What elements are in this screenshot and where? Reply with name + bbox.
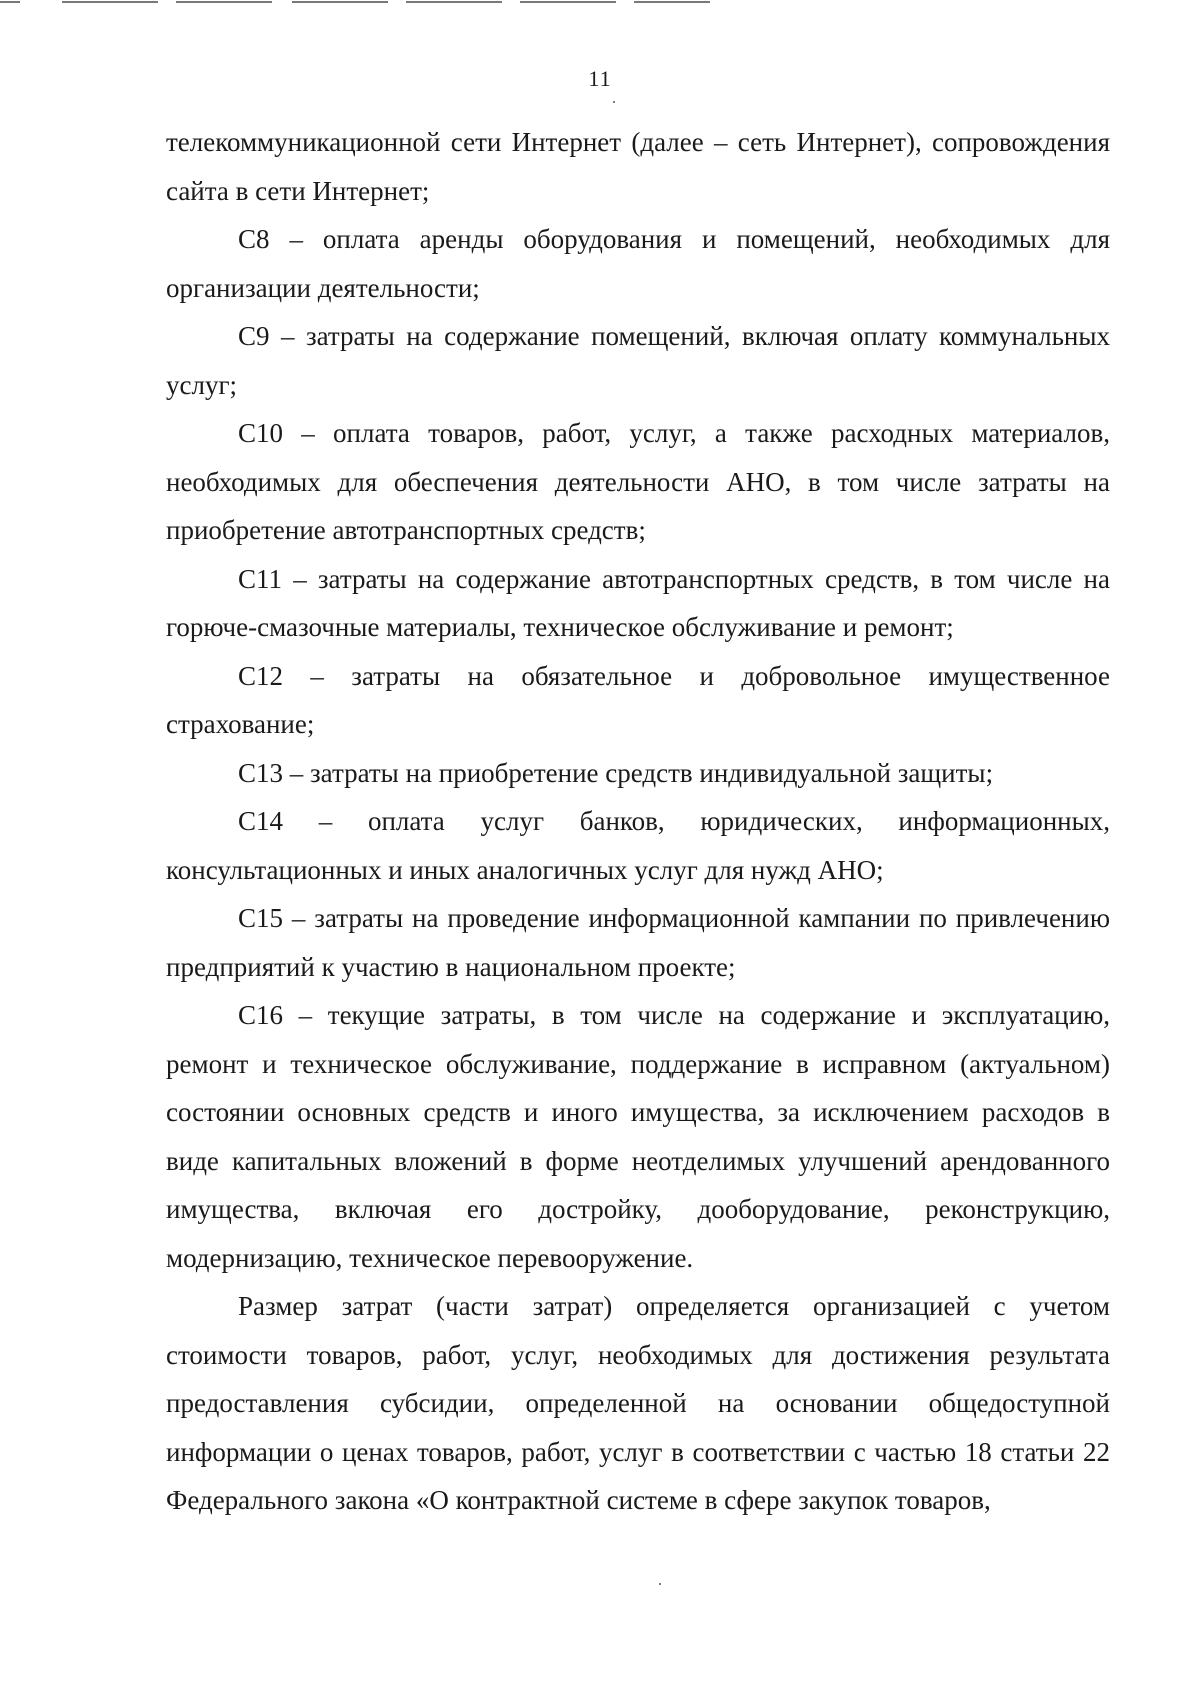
paragraph-c11: С11 – затраты на содержание автотранспортных средств, в том числе на горюче-смазочные материалы, техническое обслуживание и ремонт;	[166, 563, 1110, 642]
scan-edge-segment	[520, 1, 616, 3]
scan-edge-segment	[62, 1, 158, 3]
scan-edge-segment	[292, 1, 388, 3]
paragraph-c8: С8 – оплата аренды оборудования и помещений, необходимых для организации деятельности;	[166, 224, 1110, 303]
scan-edge-segment	[176, 1, 272, 3]
paragraph-c13: С13 – затраты на приобретение средств индивидуальной защиты;	[238, 757, 994, 788]
paragraph-c10: С10 – оплата товаров, работ, услуг, а также расходных материалов, необходимых для обеспечения деятельности АНО, в том числе затраты на приобретение автотранспортных средств;	[166, 418, 1110, 545]
scan-edge-segment	[634, 1, 710, 3]
paragraph-c16: С16 – текущие затраты, в том числе на содержание и эксплуатацию, ремонт и техническое обслуживание, поддержание в исправном (актуальном) состоянии основных средств и иного имущества, за исключением расходов в виде капитальных вложений в форме неотделимых улучшений арендованного имущества, включая его достройку, дооборудование, реконструкцию, модернизацию, техническое перевооружение.	[166, 1000, 1110, 1273]
paragraph-c9: С9 – затраты на содержание помещений, включая оплату коммунальных услуг;	[166, 321, 1110, 400]
scan-edge-segment	[0, 1, 20, 3]
document-body	[166, 118, 1110, 1525]
paragraph-continuation: телекоммуникационной сети Интернет (далее – сеть Интернет), сопровождения сайта в сети Интернет;	[166, 127, 1110, 206]
scan-edge-lines	[0, 0, 1200, 6]
scan-speck	[613, 101, 615, 103]
paragraph-c12: С12 – затраты на обязательное и добровольное имущественное страхование;	[166, 660, 1110, 739]
paragraph-c15: С15 – затраты на проведение информационной кампании по привлечению предприятий к участию в национальном проекте;	[166, 903, 1110, 982]
paragraph-c14: С14 – оплата услуг банков, юридических, информационных, консультационных и иных аналогичных услуг для нужд АНО;	[166, 806, 1110, 885]
paragraph-cost-size: Размер затрат (части затрат) определяется организацией с учетом стоимости товаров, работ, услуг, необходимых для достижения результата предоставления субсидии, определенной на основании общедоступной информации о ценах товаров, работ, услуг в соответствии с частью 18 статьи 22 Федерального закона «О контрактной системе в сфере закупок товаров,	[166, 1291, 1110, 1515]
scan-edge-segment	[406, 1, 502, 3]
scan-speck	[659, 1583, 661, 1585]
page-number: 11	[588, 66, 612, 91]
